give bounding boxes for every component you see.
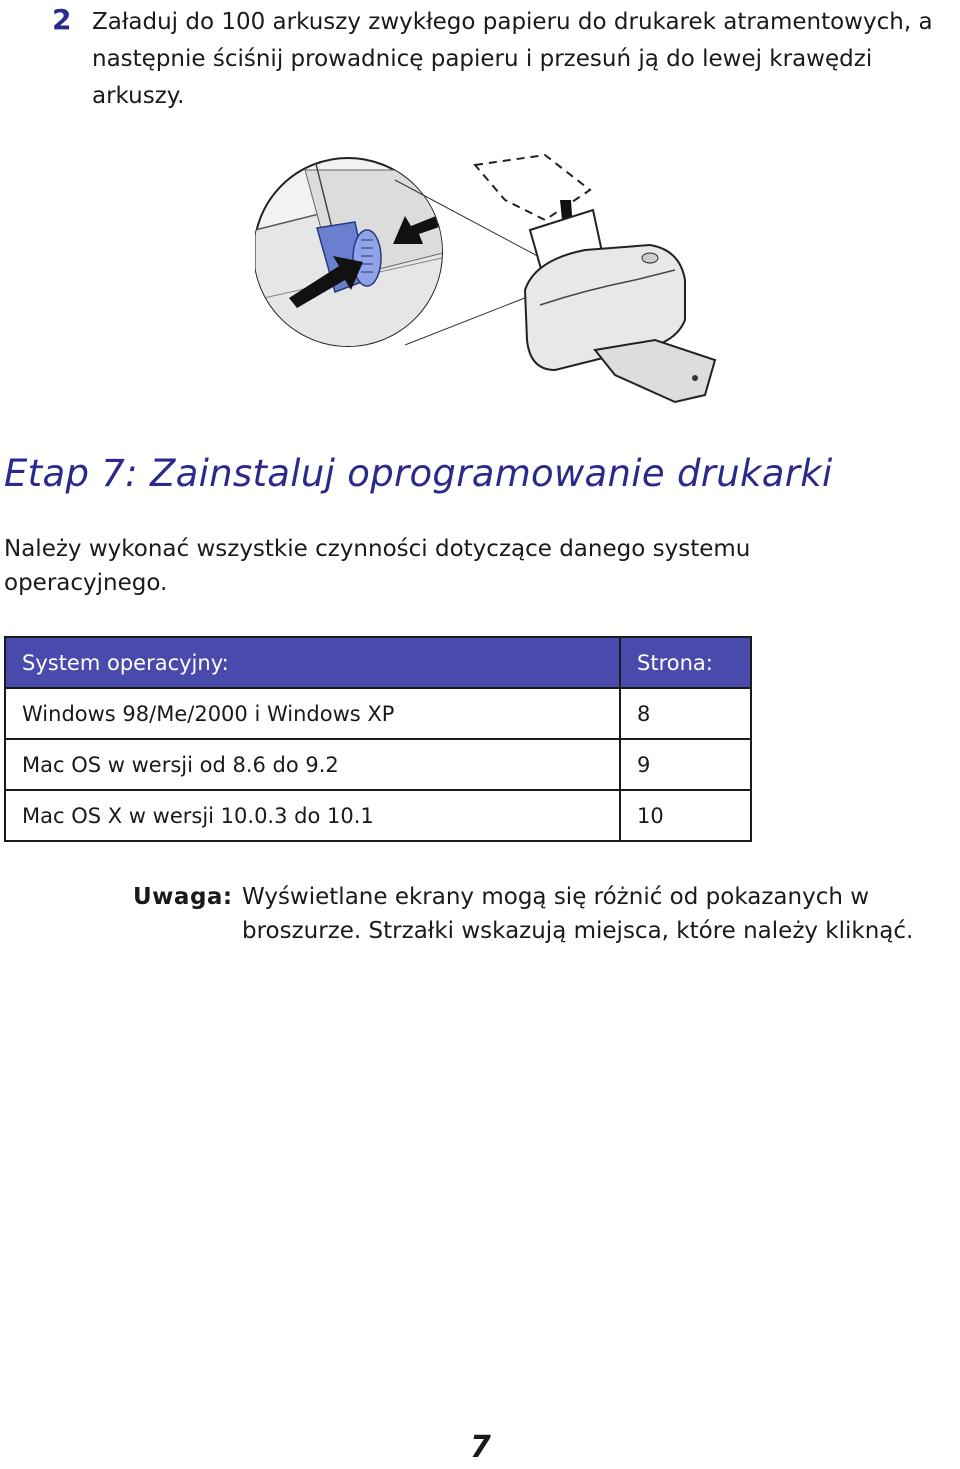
section-heading: Etap 7: Zainstaluj oprogramowanie drukarki — [4, 452, 833, 495]
printer-paper-guide-illustration — [255, 140, 725, 410]
header-page: Strona: — [620, 637, 751, 688]
os-name: Mac OS w wersji od 8.6 do 9.2 — [5, 739, 620, 790]
note-text: Wyświetlane ekrany mogą się różnić od pokazanych w broszurze. Strzałki wskazują miejsca, które należy kliknąć. — [242, 884, 914, 944]
note-label: Uwaga: — [133, 884, 233, 910]
section-intro: Należy wykonać wszystkie czynności dotyczące danego systemu operacyjnego. — [4, 536, 751, 596]
os-name: Mac OS X w wersji 10.0.3 do 10.1 — [5, 790, 620, 841]
os-name: Windows 98/Me/2000 i Windows XP — [5, 688, 620, 739]
header-os: System operacyjny: — [5, 637, 620, 688]
printer-icon — [525, 245, 715, 402]
table-header-row — [5, 637, 751, 688]
table-row — [5, 790, 751, 841]
os-table — [4, 636, 752, 842]
page-ref: 9 — [620, 739, 751, 790]
step-instruction: Załaduj do 100 arkuszy zwykłego papieru do drukarek atramentowych, a następnie ściśnij prowadnicę papieru i przesuń ją do lewej krawędzi arkuszy. — [92, 9, 933, 109]
table-row — [5, 688, 751, 739]
table-row — [5, 739, 751, 790]
page-ref: 8 — [620, 688, 751, 739]
page-number: 7 — [470, 1430, 491, 1465]
magnified-guide-icon — [255, 158, 459, 390]
step-number: 2 — [52, 3, 72, 36]
page-ref: 10 — [620, 790, 751, 841]
